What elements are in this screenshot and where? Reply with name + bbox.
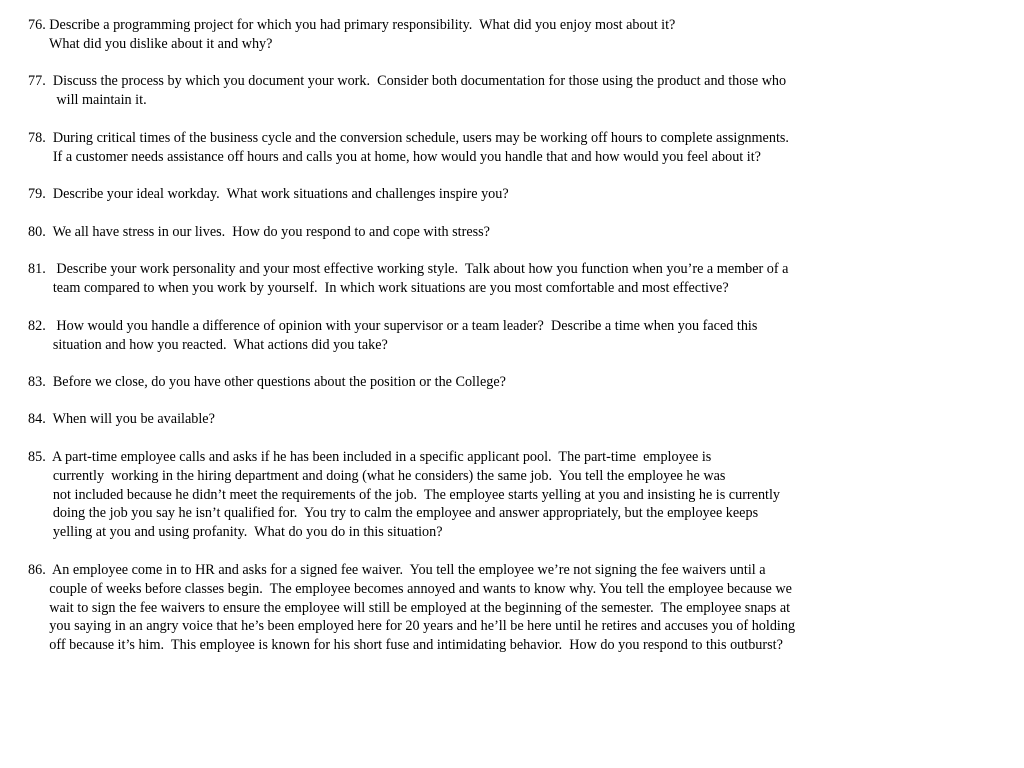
question-line: wait to sign the fee waivers to ensure the employee will still be employed at the beginning of the semester. The employee snaps at (28, 599, 791, 616)
question-line: 79. Describe your ideal workday. What work situations and challenges inspire you? (28, 186, 509, 202)
question-line: 81. Describe your work personality and your most effective working style. Talk about how you function when you’re a member of a (28, 261, 789, 277)
question-78 (28, 129, 928, 167)
question-line: will maintain it. (28, 91, 147, 108)
question-85 (28, 448, 928, 542)
question-line: 77. Discuss the process by which you document your work. Consider both documentation for those using the product and those who (28, 73, 787, 89)
question-81 (28, 260, 928, 298)
question-line: 86. An employee come in to HR and asks for a signed fee waiver. You tell the employee we’re not signing the fee waivers until a (28, 562, 766, 578)
question-80 (28, 223, 928, 242)
question-line: If a customer needs assistance off hours and calls you at home, how would you handle that and how would you feel about it? (28, 148, 761, 165)
question-line: yelling at you and using profanity. What do you do in this situation? (28, 524, 443, 541)
question-line: not included because he didn’t meet the requirements of the job. The employee starts yelling at you and insisting he is currently (28, 486, 781, 503)
question-82 (28, 317, 928, 355)
question-76 (28, 16, 928, 54)
question-line: What did you dislike about it and why? (28, 35, 273, 52)
question-line: 84. When will you be available? (28, 411, 215, 427)
question-line: 78. During critical times of the business cycle and the conversion schedule, users may be working off hours to complete assignments. (28, 130, 789, 146)
question-line: team compared to when you work by yourself. In which work situations are you most comfortable and most effective? (28, 279, 729, 296)
question-line: you saying in an angry voice that he’s been employed here for 20 years and he’ll be here until he retires and accuses you of holding (28, 618, 796, 635)
question-line: 85. A part-time employee calls and asks if he has been included in a specific applicant pool. The part-time employee is (28, 449, 712, 465)
question-line: currently working in the hiring department and doing (what he considers) the same job. You tell the employee he was (28, 467, 726, 484)
question-83 (28, 373, 928, 392)
question-line: 82. How would you handle a difference of opinion with your supervisor or a team leader? Describe a time when you faced this (28, 318, 758, 334)
question-84 (28, 410, 928, 429)
question-line: couple of weeks before classes begin. The employee becomes annoyed and wants to know why. You tell the employee because we (28, 580, 792, 597)
question-line: 80. We all have stress in our lives. How do you respond to and cope with stress? (28, 224, 490, 240)
question-line: 76. Describe a programming project for which you had primary responsibility. What did you enjoy most about it? (28, 17, 676, 33)
question-79 (28, 185, 928, 204)
question-86 (28, 561, 928, 655)
question-77 (28, 72, 928, 110)
question-line: situation and how you reacted. What actions did you take? (28, 336, 388, 353)
question-line: off because it’s him. This employee is known for his short fuse and intimidating behavior. How do you respond to this outburst? (28, 637, 783, 654)
question-line: 83. Before we close, do you have other questions about the position or the College? (28, 374, 506, 390)
question-line: doing the job you say he isn’t qualified for. You try to calm the employee and answer appropriately, but the employee keeps (28, 505, 759, 522)
